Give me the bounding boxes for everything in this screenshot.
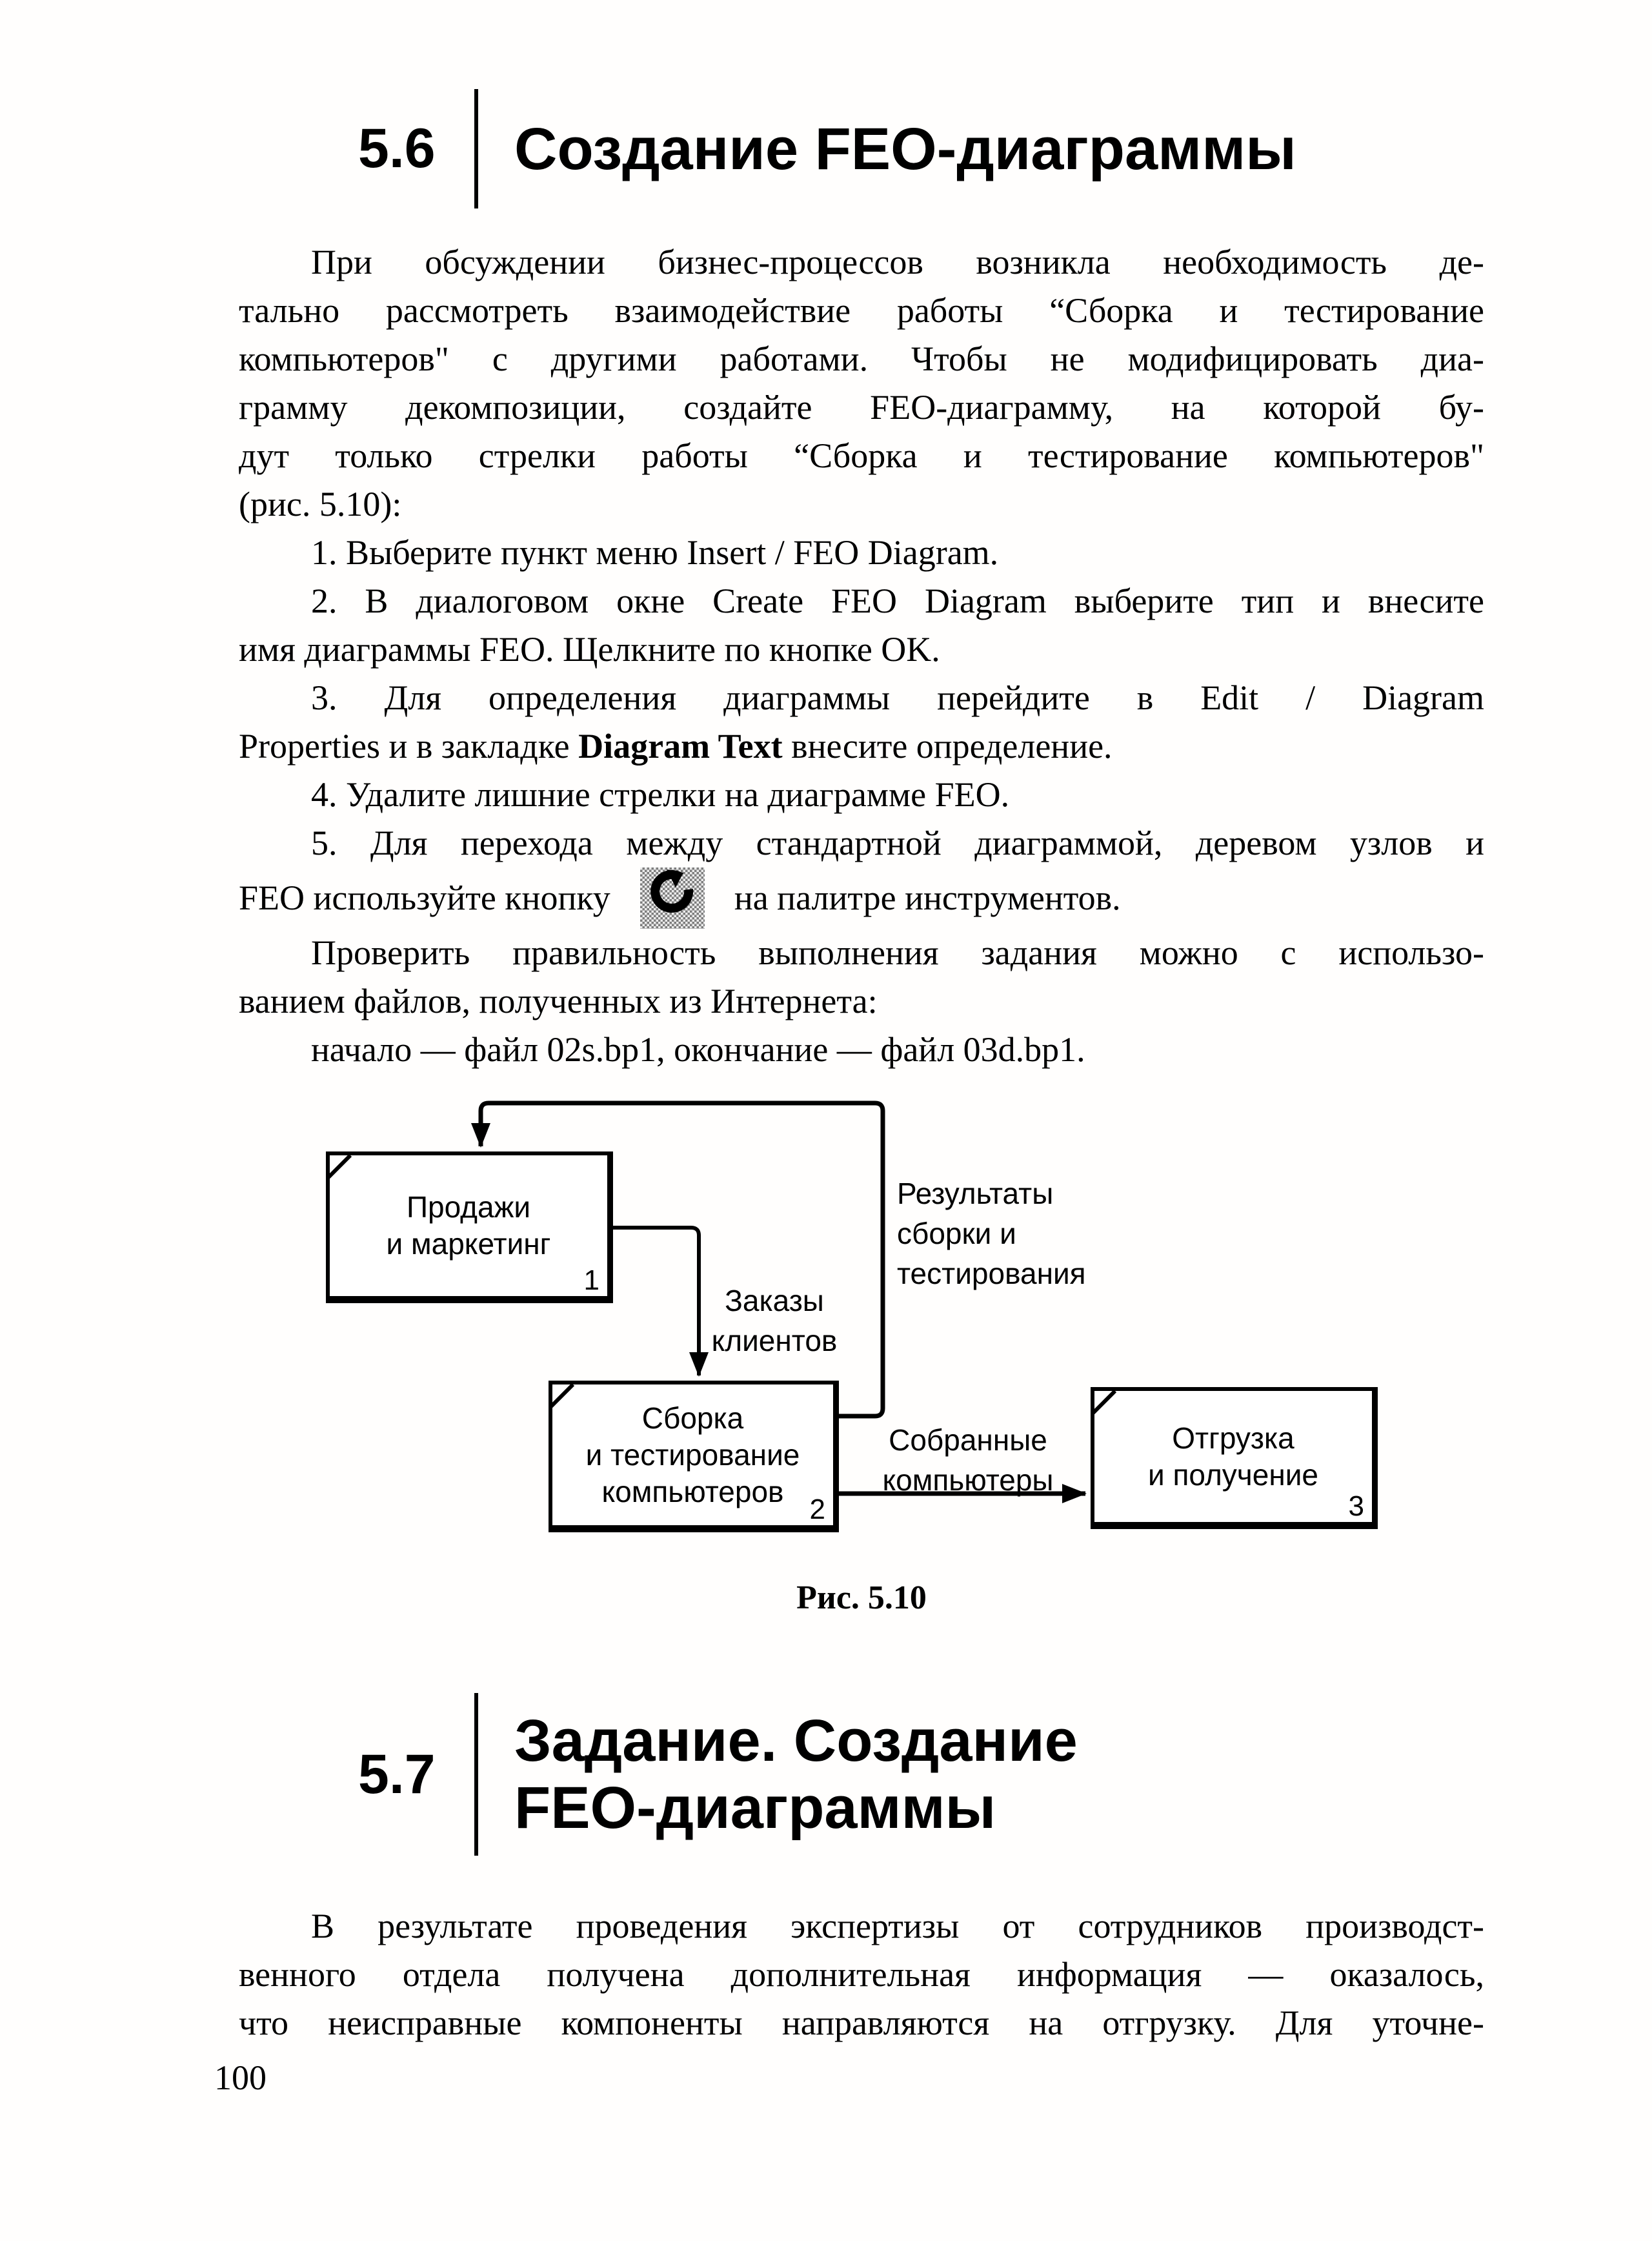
- paragraph-line: ванием файлов, полученных из Интернета:: [239, 982, 878, 1020]
- figure-5-10: [239, 1087, 1484, 1639]
- box-number: 1: [583, 1264, 599, 1296]
- box-corner-notch: [550, 1383, 574, 1408]
- label-line: Результаты: [897, 1177, 1054, 1210]
- box-number: 3: [1348, 1490, 1364, 1522]
- label-line: компьютеры: [882, 1463, 1054, 1497]
- list-item-2-line: имя диаграммы FEO. Щелкните по кнопке OK.: [239, 630, 940, 669]
- heading-divider-bar: [474, 89, 478, 208]
- files-line: начало — файл 02s.bp1, окончание — файл 03d.bp1.: [311, 1030, 1085, 1069]
- paragraph-line: что неисправные компоненты направляются на отгрузку. Для уточне-: [239, 2003, 1484, 2042]
- paragraph-line: венного отдела получена дополнительная информация — оказалось,: [239, 1955, 1484, 1994]
- box-label-line: Сборка: [641, 1401, 744, 1435]
- toolbar-button-image: [640, 867, 705, 929]
- list-item-4: 4. Удалите лишние стрелки на диаграмме FEO.: [311, 775, 1010, 814]
- box-label-line: и получение: [1147, 1457, 1319, 1492]
- label-line: Собранные: [889, 1423, 1047, 1457]
- arrow-label-orders: [712, 1281, 838, 1361]
- label-line: Заказы: [725, 1284, 824, 1317]
- section-5-6-heading: [358, 89, 1484, 208]
- section-title: [514, 1707, 1078, 1841]
- section-5-7-heading: [358, 1693, 1484, 1856]
- list-item-5-line: [239, 867, 1484, 929]
- box-number: 2: [809, 1494, 825, 1525]
- paragraph-line: При обсуждении бизнес-процессов возникла необходимость де-: [311, 243, 1484, 281]
- paragraph-line: компьютеров" с другими работами. Чтобы не модифицировать диа-: [239, 340, 1484, 378]
- section-title: Создание FEO-диаграммы: [514, 116, 1296, 182]
- page-number: 100: [214, 2058, 267, 2097]
- text-run: внесите определение.: [782, 727, 1113, 766]
- section-title-line: Задание. Создание: [514, 1708, 1078, 1774]
- box-label-line: Продажи: [406, 1190, 531, 1224]
- bold-text-run: Diagram Text: [578, 727, 783, 766]
- section-number: 5.6: [358, 117, 436, 179]
- text-run: на палитре инструментов.: [734, 878, 1121, 917]
- activity-box-shipping: [1091, 1387, 1378, 1529]
- rotate-arrow-icon: [649, 868, 696, 929]
- list-item-5-line: 5. Для перехода между стандартной диаграммой, деревом узлов и: [311, 824, 1484, 862]
- label-line: клиентов: [711, 1324, 838, 1357]
- box-label-line: и маркетинг: [386, 1227, 551, 1261]
- activity-box-assembly: [549, 1381, 839, 1532]
- list-item-3-line: 3. Для определения диаграммы перейдите в Edit / Diagram: [311, 678, 1484, 717]
- figure-caption: Рис. 5.10: [796, 1579, 927, 1616]
- paragraph-line: грамму декомпозиции, создайте FEO-диаграмму, на которой бу-: [239, 388, 1484, 427]
- paragraph-line: (рис. 5.10):: [239, 485, 402, 523]
- text-column: [0, 89, 1652, 2098]
- paragraph-line: В результате проведения экспертизы от сотрудников производст-: [311, 1907, 1484, 1945]
- box-corner-notch: [1092, 1390, 1116, 1414]
- label-line: тестирования: [897, 1257, 1086, 1290]
- box-label-line: Отгрузка: [1172, 1421, 1294, 1455]
- list-item-3-line: [239, 722, 1484, 771]
- paragraph-line: дут только стрелки работы “Сборка и тестирование компьютеров": [239, 436, 1484, 475]
- list-item-2-line: 2. В диалоговом окне Create FEO Diagram выберите тип и внесите: [311, 582, 1484, 620]
- text-run: Properties и в закладке: [239, 727, 579, 766]
- list-item-1: 1. Выберите пункт меню Insert / FEO Diagram.: [311, 533, 999, 572]
- box-label-line: и тестирование: [585, 1437, 800, 1472]
- arrow-label-feedback: [897, 1173, 1086, 1293]
- paragraph-line: тально рассмотреть взаимодействие работы “Сборка и тестирование: [239, 291, 1484, 330]
- paragraph-line: Проверить правильность выполнения задания можно с использо-: [311, 933, 1484, 972]
- box-label-line: компьютеров: [601, 1474, 784, 1508]
- label-line: сборки и: [897, 1217, 1016, 1250]
- section-title-line: FEO-диаграммы: [514, 1775, 996, 1841]
- heading-divider-bar: [474, 1693, 478, 1856]
- section-number: 5.7: [358, 1743, 436, 1805]
- activity-box-sales: [326, 1151, 613, 1303]
- box-corner-notch: [327, 1154, 352, 1179]
- orders-arrow: [613, 1228, 699, 1375]
- arrow-label-assembled: [883, 1420, 1054, 1500]
- text-run: FEO используйте кнопку: [239, 878, 610, 917]
